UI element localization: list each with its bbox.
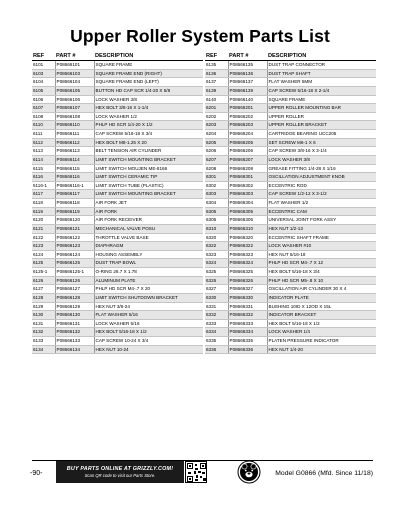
cell-description: CAP SCREW 5/16-18 X 2-1/4 — [267, 86, 376, 95]
table-row — [32, 104, 203, 113]
table-row — [205, 302, 376, 311]
table-row — [205, 207, 376, 216]
cell-description: HEX BOLT 5/16-18 X 3/4 — [267, 268, 376, 277]
cell-part-number: P08666122 — [55, 233, 94, 242]
cell-description: AIR FORK — [94, 207, 203, 216]
cell-description: PHLP HD SCR M5-.8 X 10 — [267, 276, 376, 285]
cell-ref: 6131 — [32, 319, 55, 328]
cell-ref: 6323 — [205, 250, 228, 259]
table-row — [205, 155, 376, 164]
cell-ref: 6129 — [32, 302, 55, 311]
cell-part-number: P08666124 — [55, 250, 94, 259]
table-row — [32, 78, 203, 87]
table-row — [32, 138, 203, 147]
cell-ref: 6133 — [32, 337, 55, 346]
cell-part-number: P08666333 — [228, 319, 267, 328]
cell-ref: 6111 — [32, 130, 55, 139]
qr-code-icon[interactable] — [185, 461, 207, 483]
cell-description: CAP SCREW 5/16-18 X 3/4 — [94, 130, 203, 139]
table-row — [32, 190, 203, 199]
table-row — [205, 95, 376, 104]
cell-part-number: P08666137 — [228, 78, 267, 87]
cell-part-number: P08666301 — [228, 173, 267, 182]
cell-ref: 6324 — [205, 259, 228, 268]
cell-description: LIMIT SWITCH MOUNTING BRACKET — [94, 155, 203, 164]
table-row — [32, 112, 203, 121]
cell-description: SQUARE FRAME — [94, 61, 203, 70]
cell-ref: 6310 — [205, 224, 228, 233]
table-row — [32, 224, 203, 233]
cell-description: FLAT WASHER 1/2 — [267, 199, 376, 208]
cell-description: ECCENTRIC SHAFT FRAME — [267, 233, 376, 242]
table-row — [205, 268, 376, 277]
cell-part-number: P08666131 — [55, 319, 94, 328]
table-row — [205, 285, 376, 294]
cell-ref: 6206 — [205, 147, 228, 156]
cell-description: AIR FORK JET — [94, 199, 203, 208]
table-row — [205, 173, 376, 182]
col-header-part: PART # — [228, 52, 267, 61]
cell-ref: 5116-1 — [32, 181, 55, 190]
cell-part-number: P08666110 — [55, 121, 94, 130]
cell-part-number: P08666207 — [228, 155, 267, 164]
cell-part-number: P08666118 — [55, 199, 94, 208]
cell-description: PHLP HD SCR 1/4-20 X 1/2 — [94, 121, 203, 130]
table-row — [205, 181, 376, 190]
cell-ref: 6115 — [32, 164, 55, 173]
table-row — [205, 311, 376, 320]
table-row — [32, 207, 203, 216]
cell-description: LOCK WASHER 3/8 — [267, 155, 376, 164]
cell-description: THROTTLE VALVE BASE — [94, 233, 203, 242]
cell-description: LIMIT SWITCH CERAMIC TIP — [94, 173, 203, 182]
cell-ref: 6302 — [205, 181, 228, 190]
parts-table-right — [205, 52, 376, 354]
table-row — [32, 173, 203, 182]
table-row — [205, 242, 376, 251]
cell-ref: 6116 — [32, 173, 55, 182]
cell-ref: 6306 — [205, 216, 228, 225]
table-row — [32, 181, 203, 190]
cell-part-number: P08666320 — [228, 233, 267, 242]
table-row — [32, 328, 203, 337]
table-row — [32, 147, 203, 156]
cell-ref: 6134 — [32, 345, 55, 354]
table-row — [205, 61, 376, 70]
cell-part-number: P08666116-1 — [55, 181, 94, 190]
cell-ref: 6204 — [205, 130, 228, 139]
cell-ref: 6125-1 — [32, 268, 55, 277]
cell-part-number: P08666334 — [228, 328, 267, 337]
cell-description: BUTTON HD CAP SCR 1/4-20 X 5/8 — [94, 86, 203, 95]
cell-ref: 6207 — [205, 155, 228, 164]
cell-part-number: P08666108 — [55, 112, 94, 121]
cell-description: FLAT WASHER 5MM — [267, 78, 376, 87]
cell-part-number: P08666105 — [55, 86, 94, 95]
cell-part-number: P08666331 — [228, 302, 267, 311]
cell-description: ALUMINUM PLATE — [94, 276, 203, 285]
cell-part-number: P08666127 — [55, 285, 94, 294]
cell-ref: 6126 — [32, 276, 55, 285]
cell-part-number: P08666115 — [55, 164, 94, 173]
table-row — [32, 259, 203, 268]
cell-description: HEX NUT 1/4-20 — [267, 345, 376, 354]
cell-description: DIAPHRAGM — [94, 242, 203, 251]
table-row — [205, 78, 376, 87]
table-row — [32, 345, 203, 354]
table-row — [205, 337, 376, 346]
table-row — [32, 311, 203, 320]
cell-ref: 6325 — [205, 268, 228, 277]
cell-ref: 6303 — [205, 190, 228, 199]
table-row — [205, 276, 376, 285]
table-row — [205, 130, 376, 139]
cell-description: BUSHING 10ID X 12OD X 15L — [267, 302, 376, 311]
cell-description: DUST TRAP BOWL — [94, 259, 203, 268]
cell-part-number: P08666326 — [228, 276, 267, 285]
table-row — [32, 61, 203, 70]
cell-description: UPPER ROLLER — [267, 112, 376, 121]
table-row — [205, 69, 376, 78]
cell-ref: 6305 — [205, 207, 228, 216]
cell-description: HOUSING ASSEMBLY — [94, 250, 203, 259]
cell-description: CAP SCREW 3/8-16 X 3-1/4 — [267, 147, 376, 156]
cell-part-number: P08666129 — [55, 302, 94, 311]
cell-part-number: P08666201 — [228, 104, 267, 113]
cell-part-number: P08666126 — [55, 276, 94, 285]
cell-ref: 6333 — [205, 319, 228, 328]
cell-description: SET SCREW M6-1 X 6 — [267, 138, 376, 147]
cell-part-number: P08666106 — [55, 95, 94, 104]
page-number: -90- — [30, 470, 43, 477]
cell-part-number: P08666303 — [228, 190, 267, 199]
cell-ref: 6331 — [205, 302, 228, 311]
cell-part-number: P08666111 — [55, 130, 94, 139]
col-header-part: PART # — [55, 52, 94, 61]
cell-part-number: P08666125 — [55, 259, 94, 268]
page-title: Upper Roller System Parts List — [70, 26, 330, 46]
cell-part-number: P08666140 — [228, 95, 267, 104]
table-row — [32, 337, 203, 346]
cell-ref: 6301 — [205, 173, 228, 182]
table-row — [205, 233, 376, 242]
cell-ref: 6123 — [32, 242, 55, 251]
cell-description: PHLP HD SCR M4-.7 X 20 — [94, 285, 203, 294]
cell-description: DUST TRAP SHAFT — [267, 69, 376, 78]
cell-ref: 6108 — [32, 112, 55, 121]
cell-ref: 6201 — [205, 104, 228, 113]
table-row — [205, 199, 376, 208]
cell-part-number: P08666134 — [55, 345, 94, 354]
cell-ref: 6114 — [32, 155, 55, 164]
cell-ref: 6122 — [32, 233, 55, 242]
cell-description: LOCK WASHER 1/4 — [267, 328, 376, 337]
table-row — [32, 302, 203, 311]
cell-part-number: P08666121 — [55, 224, 94, 233]
cell-part-number: P08666136 — [228, 69, 267, 78]
table-row — [32, 155, 203, 164]
cell-part-number: P08666107 — [55, 104, 94, 113]
cell-description: HEX NUT 3/8-24 — [94, 302, 203, 311]
col-header-description: DESCRIPTION — [267, 52, 376, 61]
cell-ref: 6320 — [205, 233, 228, 242]
cell-description: UPPER ROLLER MOUNTING BAR — [267, 104, 376, 113]
cell-part-number: P08666112 — [55, 138, 94, 147]
cell-part-number: P08666114 — [55, 155, 94, 164]
cell-part-number: P08666336 — [228, 345, 267, 354]
table-row — [205, 319, 376, 328]
table-row — [32, 130, 203, 139]
cell-part-number: P08666323 — [228, 250, 267, 259]
cell-description: HEX BOLT 3/8-16 X 1-1/4 — [94, 104, 203, 113]
cell-part-number: P08666103 — [55, 69, 94, 78]
table-row — [32, 268, 203, 277]
cell-ref: 6132 — [32, 328, 55, 337]
cell-part-number: P08666305 — [228, 207, 267, 216]
cell-ref: 6112 — [32, 138, 55, 147]
cell-part-number: P08666203 — [228, 121, 267, 130]
cell-part-number: P08666322 — [228, 242, 267, 251]
cell-ref: 6326 — [205, 276, 228, 285]
cell-description: AIR FORK RECEIVER — [94, 216, 203, 225]
cell-description: INDICATOR PLATE — [267, 293, 376, 302]
cell-part-number: P08666302 — [228, 181, 267, 190]
cell-description: FLAT WASHER 5/16 — [94, 311, 203, 320]
cell-part-number: P08666120 — [55, 216, 94, 225]
cell-part-number: P08666332 — [228, 311, 267, 320]
col-header-description: DESCRIPTION — [94, 52, 203, 61]
cell-description: CAP SCREW 10-24 X 3/4 — [94, 337, 203, 346]
cell-description: SQUARE FRAME END (RIGHT) — [94, 69, 203, 78]
cell-description: BELT TENSION AIR CYLINDER — [94, 147, 203, 156]
col-header-ref: REF — [205, 52, 228, 61]
cell-part-number: P08666139 — [228, 86, 267, 95]
cell-part-number: P08666116 — [55, 173, 94, 182]
table-row — [205, 224, 376, 233]
cell-ref: 6334 — [205, 328, 228, 337]
table-row — [32, 216, 203, 225]
cell-part-number: P08666304 — [228, 199, 267, 208]
cell-ref: 6137 — [205, 78, 228, 87]
cell-ref: 6120 — [32, 216, 55, 225]
grizzly-bear-logo-icon — [237, 460, 261, 484]
cell-part-number: P08666104 — [55, 78, 94, 87]
table-row — [205, 250, 376, 259]
cell-ref: 6135 — [205, 61, 228, 70]
cell-description: HEX BOLT 5/16-18 X 1/2 — [94, 328, 203, 337]
cell-description: DUST TRAP CONNECTOR — [267, 61, 376, 70]
table-row — [205, 190, 376, 199]
model-label: Model G0866 (Mfd. Since 11/18) — [275, 470, 373, 477]
cell-ref: 6140 — [205, 95, 228, 104]
table-row — [32, 95, 203, 104]
table-row — [32, 121, 203, 130]
table-row — [32, 293, 203, 302]
cell-part-number: P08666113 — [55, 147, 94, 156]
cell-ref: 6335 — [205, 337, 228, 346]
cell-ref: 6110 — [32, 121, 55, 130]
cell-part-number: P08666310 — [228, 224, 267, 233]
cell-ref: 6128 — [32, 293, 55, 302]
cell-ref: 6136 — [205, 69, 228, 78]
table-row — [205, 121, 376, 130]
cell-ref: 6124 — [32, 250, 55, 259]
table-row — [32, 86, 203, 95]
cell-part-number: P08666204 — [228, 130, 267, 139]
cell-ref: 6103 — [32, 69, 55, 78]
cell-part-number: P08666133 — [55, 337, 94, 346]
table-row — [32, 319, 203, 328]
table-row — [32, 199, 203, 208]
table-row — [205, 147, 376, 156]
cell-ref: 6139 — [205, 86, 228, 95]
cell-ref: 6106 — [32, 95, 55, 104]
cell-description: LIMIT SWITCH MOUNTING BRACKET — [94, 190, 203, 199]
cell-description: CAP SCREW 1/2-12 X 3-1/2 — [267, 190, 376, 199]
cell-ref: 6322 — [205, 242, 228, 251]
cell-description: O-RING 26.7 X 1.78 — [94, 268, 203, 277]
cell-description: HEX BOLT M8-1.25 X 20 — [94, 138, 203, 147]
cell-description: UNIVERSAL JOINT FORK ASSY — [267, 216, 376, 225]
cell-ref: 6104 — [32, 78, 55, 87]
cell-ref: 6121 — [32, 224, 55, 233]
cell-ref: 6125 — [32, 259, 55, 268]
table-row — [205, 112, 376, 121]
cell-ref: 6202 — [205, 112, 228, 121]
cell-description: INDICATOR BRACKET — [267, 311, 376, 320]
col-header-ref: REF — [32, 52, 55, 61]
cell-part-number: P08666206 — [228, 147, 267, 156]
cell-ref: 6336 — [205, 345, 228, 354]
cell-description: HEX BOLT 5/16-18 X 1/2 — [267, 319, 376, 328]
table-row — [205, 138, 376, 147]
cell-ref: 6130 — [32, 311, 55, 320]
cell-part-number: P08666117 — [55, 190, 94, 199]
cell-description: LOCK WASHER #10 — [267, 242, 376, 251]
cell-part-number: P08666205 — [228, 138, 267, 147]
table-row — [205, 259, 376, 268]
cell-description: SQUARE FRAME END (LEFT) — [94, 78, 203, 87]
cell-description: HEX NUT 10-24 — [94, 345, 203, 354]
cell-description: OSCILLATION AIR CYLINDER 30 X 4 — [267, 285, 376, 294]
cell-description: SQUARE FRAME — [267, 95, 376, 104]
cell-ref: 6127 — [32, 285, 55, 294]
cell-ref: 6107 — [32, 104, 55, 113]
cell-ref: 6105 — [32, 86, 55, 95]
table-row — [205, 164, 376, 173]
cell-description: LIMIT SWITCH SHUTDOWN BRACKET — [94, 293, 203, 302]
cell-ref: 6304 — [205, 199, 228, 208]
parts-online-banner[interactable] — [56, 461, 184, 483]
cell-ref: 6101 — [32, 61, 55, 70]
table-row — [205, 328, 376, 337]
cell-description: PLATEN PRESSURE INDICATOR — [267, 337, 376, 346]
cell-part-number: P08666135 — [228, 61, 267, 70]
cell-description: LIMIT SWITCH TUBE (PLASTIC) — [94, 181, 203, 190]
cell-part-number: P08666306 — [228, 216, 267, 225]
table-row — [32, 233, 203, 242]
cell-description: ECCENTRIC ROD — [267, 181, 376, 190]
cell-description: LOCK WASHER 1/2 — [94, 112, 203, 121]
cell-part-number: P08666208 — [228, 164, 267, 173]
cell-part-number: P08666101 — [55, 61, 94, 70]
cell-ref: 6113 — [32, 147, 55, 156]
cell-ref: 6117 — [32, 190, 55, 199]
cell-description: ECCENTRIC CAM — [267, 207, 376, 216]
cell-part-number: P08666125-1 — [55, 268, 94, 277]
cell-description: LOCK WASHER 3/8 — [94, 95, 203, 104]
table-row — [205, 293, 376, 302]
cell-part-number: P08666327 — [228, 285, 267, 294]
cell-description: HEX NUT 5/16-18 — [267, 250, 376, 259]
cell-part-number: P08666330 — [228, 293, 267, 302]
cell-description: CARTRIDGE BEARING UCC205 — [267, 130, 376, 139]
cell-description: PHLP HD SCR M4-.7 X 12 — [267, 259, 376, 268]
table-row — [32, 69, 203, 78]
banner-headline: BUY PARTS ONLINE AT GRIZZLY.COM! — [66, 466, 174, 472]
table-row — [205, 216, 376, 225]
cell-part-number: P08666325 — [228, 268, 267, 277]
cell-part-number: P08666130 — [55, 311, 94, 320]
cell-ref: 6332 — [205, 311, 228, 320]
cell-ref: 6119 — [32, 207, 55, 216]
cell-ref: 6330 — [205, 293, 228, 302]
table-row — [32, 164, 203, 173]
cell-description: OSCILLATION ADJUSTMENT KNOB — [267, 173, 376, 182]
parts-table-left — [32, 52, 203, 354]
cell-description: LOCK WASHER 5/16 — [94, 319, 203, 328]
cell-ref: 6208 — [205, 164, 228, 173]
cell-part-number: P08666119 — [55, 207, 94, 216]
cell-part-number: P08666128 — [55, 293, 94, 302]
banner-subtext: Scan QR code to visit our Parts Store. — [84, 473, 156, 478]
cell-ref: 6205 — [205, 138, 228, 147]
cell-description: LIMIT SWITCH MOUJEN ME-8166 — [94, 164, 203, 173]
cell-description: MECHANICAL VALVE POSU — [94, 224, 203, 233]
table-row — [205, 104, 376, 113]
cell-part-number: P08666202 — [228, 112, 267, 121]
cell-description: GREASE FITTING 1/4-28 X 1/16 — [267, 164, 376, 173]
table-row — [32, 242, 203, 251]
cell-part-number: P08666123 — [55, 242, 94, 251]
cell-ref: 6203 — [205, 121, 228, 130]
table-row — [32, 285, 203, 294]
cell-part-number: P08666335 — [228, 337, 267, 346]
cell-ref: 6327 — [205, 285, 228, 294]
cell-ref: 6118 — [32, 199, 55, 208]
table-row — [205, 86, 376, 95]
cell-description: HEX NUT 1/2-13 — [267, 224, 376, 233]
cell-part-number: P08666324 — [228, 259, 267, 268]
table-row — [205, 345, 376, 354]
cell-part-number: P08666132 — [55, 328, 94, 337]
cell-description: UPPER ROLLER BRACKET — [267, 121, 376, 130]
table-row — [32, 250, 203, 259]
table-row — [32, 276, 203, 285]
